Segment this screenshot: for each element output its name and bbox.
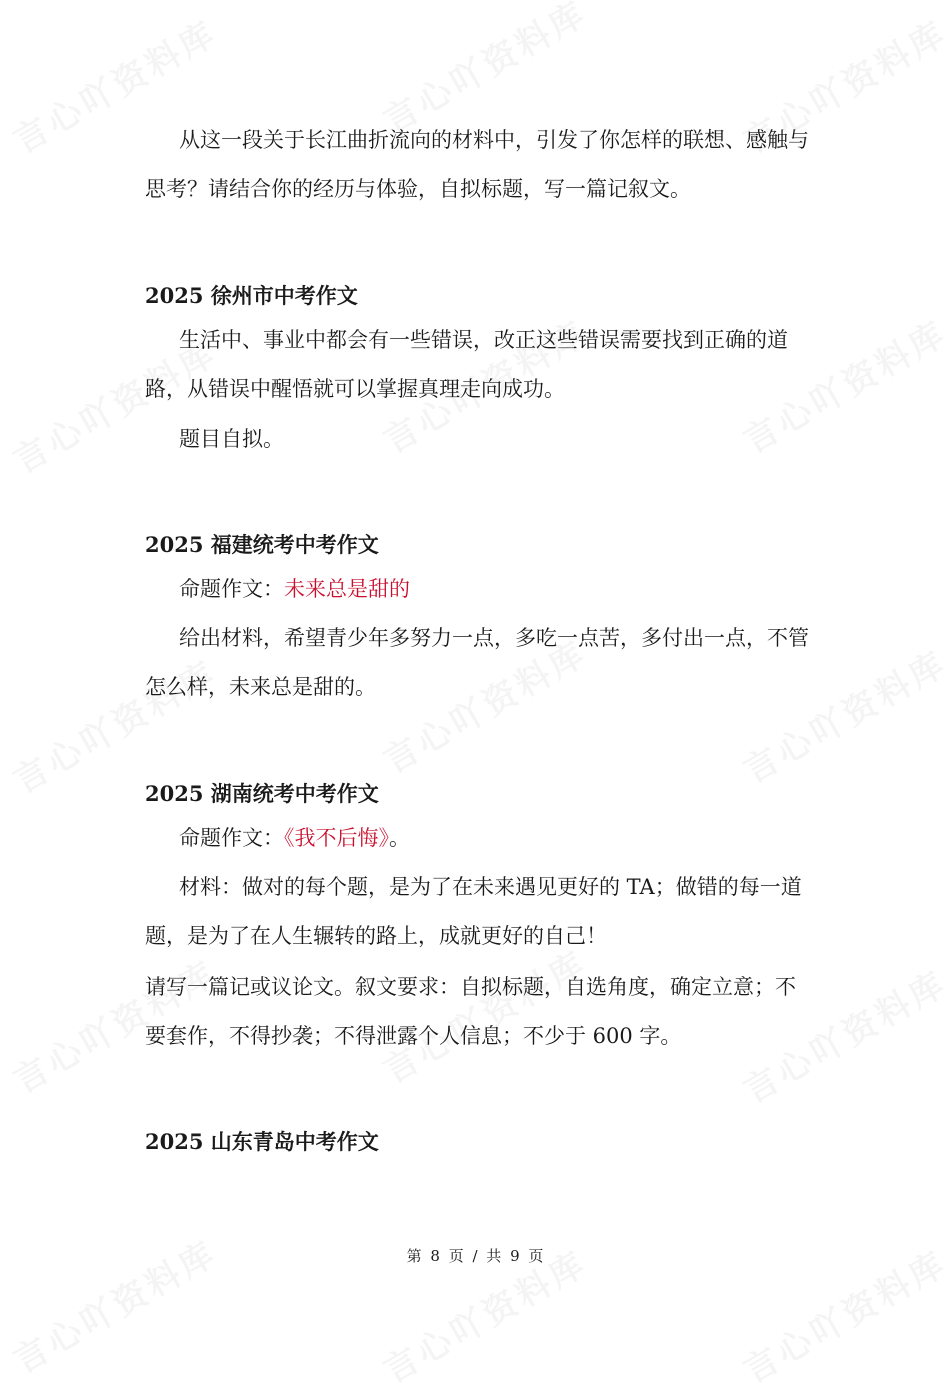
intro-paragraph: 从这一段关于长江曲折流向的材料中，引发了你怎样的联想、感触与思考？请结合你的经历与体验，自拟标题，写一篇记叙文。 — [145, 128, 809, 201]
section-title-fujian: 2025 福建统考中考作文 — [145, 532, 379, 557]
xuzhou-body: 生活中、事业中都会有一些错误，改正这些错误需要找到正确的道路，从错误中醒悟就可以掌握真理走向成功。 — [145, 328, 788, 401]
xuzhou-note: 题目自拟。 — [179, 427, 284, 451]
prompt-title: 未来总是甜的 — [284, 577, 410, 601]
fujian-body: 给出材料，希望青少年多努力一点，多吃一点苦，多付出一点，不管怎么样，未来总是甜的。 — [145, 626, 809, 699]
section-title-qingdao: 2025 山东青岛中考作文 — [145, 1129, 379, 1154]
section-title-xuzhou: 2025 徐州市中考作文 — [145, 283, 358, 308]
hunan-requirement: 请写一篇记或议论文。叙文要求：自拟标题，自选角度，确定立意；不要套作，不得抄袭；不得泄露个人信息；不少于 600 字。 — [145, 975, 796, 1048]
hunan-prompt — [145, 814, 810, 863]
hunan-material: 材料：做对的每个题，是为了在未来遇见更好的 TA；做错的每一道题，是为了在人生辗转的路上，成就更好的自己！ — [145, 875, 802, 948]
prompt-label: 命题作文： — [179, 577, 284, 601]
page-number: 第 8 页 / 共 9 页 — [406, 1247, 546, 1265]
prompt-title: 《我不后悔》 — [284, 826, 389, 850]
prompt-end: 。 — [389, 826, 410, 850]
fujian-prompt — [145, 565, 810, 614]
section-title-hunan: 2025 湖南统考中考作文 — [145, 781, 379, 806]
prompt-label: 命题作文： — [179, 826, 284, 850]
